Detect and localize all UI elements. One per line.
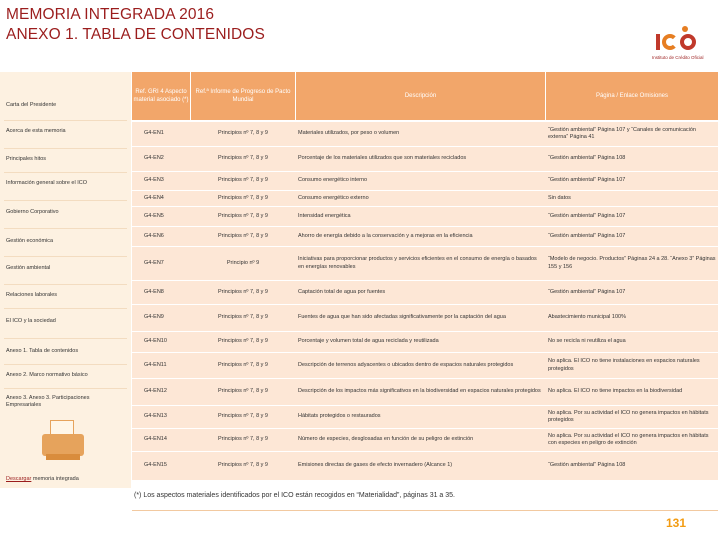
cell-pacto: Principios nº 7, 8 y 9	[217, 155, 268, 162]
cell-pacto: Principios nº 7, 8 y 9	[217, 194, 268, 201]
footnote: (*) Los aspectos materiales identificados por el ICO están recogidos en “Materialidad”, páginas 31 a 35.	[134, 492, 456, 499]
cell-desc: Emisiones directas de gases de efecto invernadero (Alcance 1)	[298, 462, 453, 469]
cell-pagina: “Gestión ambiental” Página 108	[548, 155, 626, 162]
cell-desc: Fuentes de agua que han sido afectadas significativamente por la captación del agua	[298, 314, 506, 321]
cell-desc: Descripción de terrenos adyacentes o ubicados dentro de espacios naturales protegidos	[298, 361, 514, 368]
cell-desc: Consumo energético interno	[298, 177, 368, 184]
cell-desc: Captación total de agua por fuentes	[298, 288, 386, 295]
cell-pacto: Principios nº 7, 8 y 9	[217, 361, 268, 368]
cell-desc: Porcentaje y volumen total de agua reciclada y reutilizada	[298, 338, 439, 345]
cell-pagina: Sin datos	[548, 194, 571, 201]
sidebar-item-gestion-ambiental[interactable]: Gestión ambiental	[6, 265, 51, 271]
cell-pagina: No aplica. El ICO no tiene instalaciones en espacios naturales protegidos	[548, 358, 700, 372]
logo-tagline: Instituto de Crédito Oficial	[652, 55, 704, 60]
table-row	[132, 452, 718, 480]
ico-logo	[652, 22, 710, 66]
cell-pacto: Principios nº 7, 8 y 9	[217, 462, 268, 469]
header-gri: Ref. GRI 4 Aspecto material asociado (*)	[132, 72, 190, 120]
cell-pagina: “Gestión ambiental” Página 107	[548, 288, 626, 295]
sidebar-item-anexo-1[interactable]: Anexo 1. Tabla de contenidos	[6, 348, 79, 354]
cell-desc: Intensidad energética	[298, 212, 351, 219]
header-pacto: Ref.ª Informe de Progreso de Pacto Mundial	[191, 72, 295, 120]
cell-pacto: Principios nº 7, 8 y 9	[217, 177, 268, 184]
cell-pacto: Principios nº 7, 8 y 9	[217, 388, 268, 395]
cell-pacto: Principios nº 7, 8 y 9	[217, 338, 268, 345]
header-descripcion: Descripción	[296, 72, 545, 120]
cell-gri: G4-EN11	[144, 361, 167, 368]
cell-desc: Número de especies, desglosadas en función de su peligro de extinción	[298, 436, 474, 443]
sidebar-item-relaciones[interactable]: Relaciones laborales	[6, 292, 58, 298]
cell-gri: G4-EN9	[144, 314, 164, 321]
cell-gri: G4-EN13	[144, 413, 167, 420]
cell-gri: G4-EN6	[144, 232, 164, 239]
sidebar-item-hitos[interactable]: Principales hitos	[6, 156, 47, 162]
cell-pagina: No se recicla ni reutiliza el agua	[548, 338, 626, 345]
cell-pagina: No aplica. Por su actividad el ICO no genera impactos en hábitats protegidos	[548, 409, 709, 423]
sidebar-item-carta[interactable]: Carta del Presidente	[6, 102, 57, 108]
sidebar-item-anexo-2[interactable]: Anexo 2. Marco normativo básico	[6, 372, 88, 378]
title-line-1: MEMORIA INTEGRADA 2016	[6, 6, 215, 23]
cell-gri: G4-EN2	[144, 155, 164, 162]
sidebar-item-info-ico[interactable]: Información general sobre el ICO	[6, 180, 88, 186]
cell-gri: G4-EN1	[144, 130, 164, 137]
sidebar-item-anexo-3[interactable]: Anexo 3. Anexo 3. Participaciones Empresariales	[6, 395, 90, 408]
cell-desc: Hábitats protegidos o restaurados	[298, 413, 381, 420]
table-row	[132, 353, 718, 378]
cell-pacto: Principios nº 7, 8 y 9	[217, 288, 268, 295]
cell-desc: Ahorro de energía debido a la conservación y a mejoras en la eficiencia	[298, 232, 473, 239]
sidebar-item-sociedad[interactable]: El ICO y la sociedad	[6, 318, 56, 324]
cell-pagina: “Modelo de negocio. Productos” Páginas 24 a 28. “Anexo 3” Páginas 155 y 156	[548, 256, 716, 270]
cell-pagina: No aplica. Por su actividad el ICO no genera impactos en hábitats con especies en peligro de extinción	[548, 432, 709, 446]
table-row	[132, 305, 718, 331]
table-row	[132, 281, 718, 304]
page-number: 131	[666, 516, 687, 530]
cell-pacto: Principios nº 7, 8 y 9	[217, 212, 268, 219]
cell-gri: G4-EN4	[144, 194, 164, 201]
table-row	[132, 429, 718, 451]
table-row	[132, 247, 718, 280]
table-row	[132, 122, 718, 146]
cell-pagina: “Gestión ambiental” Página 108	[548, 462, 626, 469]
sidebar-item-gestion-economica[interactable]: Gestión económica	[6, 238, 54, 244]
table-row	[132, 332, 718, 352]
cell-pagina: “Gestión ambiental” Página 107	[548, 212, 626, 219]
table-row	[132, 147, 718, 171]
cell-pacto: Principios nº 7, 8 y 9	[217, 232, 268, 239]
cell-pacto: Principios nº 7, 8 y 9	[217, 314, 268, 321]
cell-pacto: Principio nº 9	[226, 259, 260, 266]
cell-gri: G4-EN3	[144, 177, 164, 184]
table-row	[132, 172, 718, 190]
cell-gri: G4-EN7	[144, 259, 164, 266]
cell-desc: Iniciativas para proporcionar productos y servicios eficientes en el consumo de energía o basados en energías renovables	[298, 256, 537, 270]
download-link[interactable]: Descargar	[6, 476, 32, 482]
cell-pagina: “Gestión ambiental” Página 107 y “Canales de comunicación externa” Página 41	[548, 126, 696, 140]
cell-pagina: No aplica. El ICO no tiene impactos en la biodiversidad	[548, 388, 683, 395]
cell-pagina: Abastecimiento municipal 100%	[548, 314, 626, 321]
cell-desc: Porcentaje de los materiales utilizados que son materiales reciclados	[298, 155, 467, 162]
download-link-rest: memoria integrada	[31, 476, 79, 482]
cell-gri: G4-EN12	[144, 388, 167, 395]
cell-pacto: Principios nº 7, 8 y 9	[217, 413, 268, 420]
cell-desc: Descripción de los impactos más significativos en la biodiversidad en espacios naturales protegidos	[298, 388, 541, 395]
table-row	[132, 207, 718, 226]
cell-pacto: Principios nº 7, 8 y 9	[217, 436, 268, 443]
cell-gri: G4-EN8	[144, 288, 164, 295]
download-memoria[interactable]	[6, 476, 79, 482]
printer-icon	[38, 418, 88, 464]
table-row	[132, 406, 718, 428]
header-pagina: Página / Enlace Omisiones	[546, 72, 718, 120]
table-row	[132, 191, 718, 206]
cell-pacto: Principios nº 7, 8 y 9	[217, 130, 268, 137]
table-row	[132, 227, 718, 246]
cell-pagina: “Gestión ambiental” Página 107	[548, 232, 626, 239]
cell-desc: Materiales utilizados, por peso o volumen	[298, 130, 400, 137]
cell-gri: G4-EN10	[144, 338, 167, 345]
cell-gri: G4-EN5	[144, 212, 164, 219]
cell-gri: G4-EN14	[144, 436, 167, 443]
cell-gri: G4-EN15	[144, 462, 167, 469]
title-line-2: ANEXO 1. TABLA DE CONTENIDOS	[6, 26, 265, 43]
page-title	[6, 5, 265, 45]
table-row	[132, 379, 718, 405]
cell-desc: Consumo energético externo	[298, 194, 369, 201]
cell-pagina: “Gestión ambiental” Página 107	[548, 177, 626, 184]
sidebar-item-gobierno[interactable]: Gobierno Corporativo	[6, 209, 59, 215]
sidebar-item-acerca[interactable]: Acerca de esta memoria	[6, 128, 66, 134]
